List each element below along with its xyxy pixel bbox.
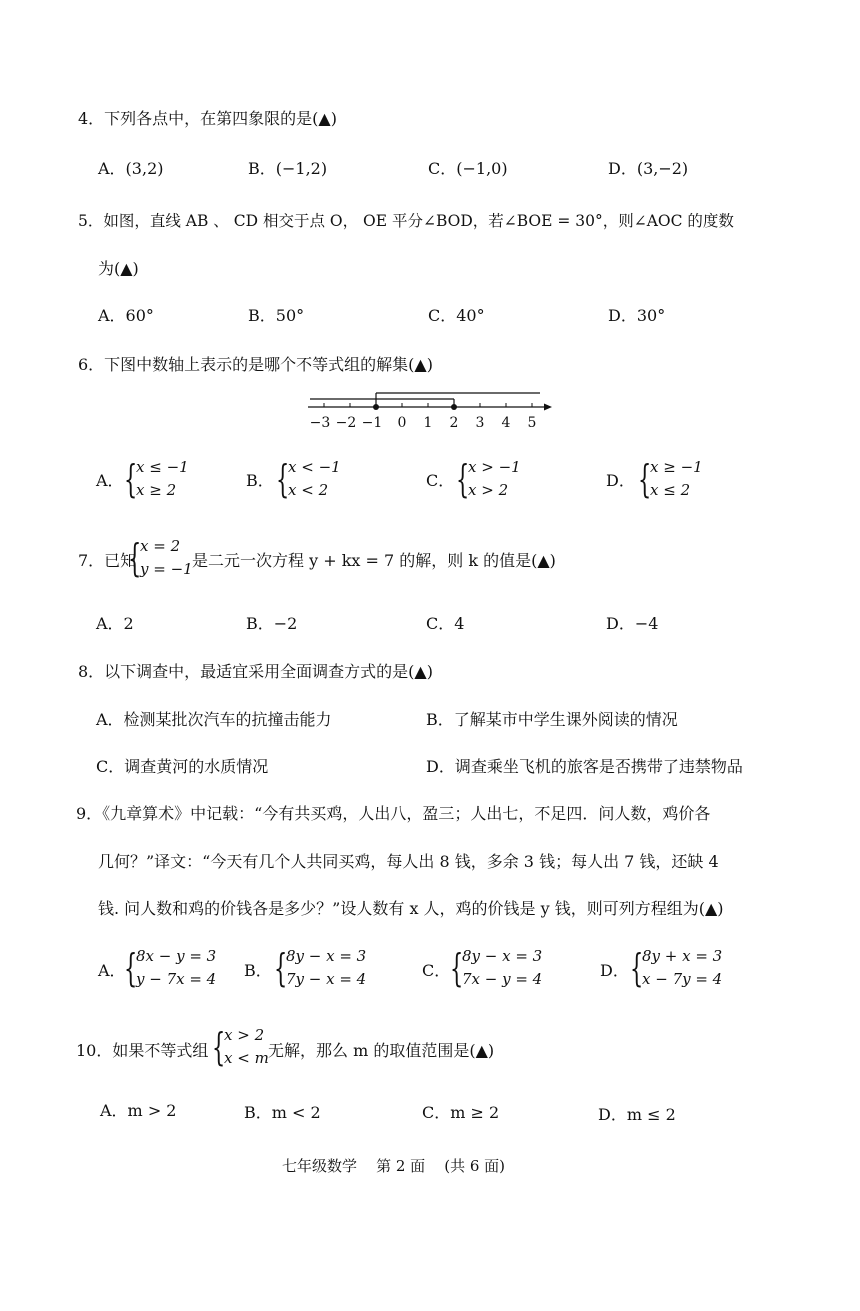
q9-stem-line2: 几何？”译文：“今天有几个人共同买鸡，每人出 8 钱，多余 3 钱；每人出 7 钱，还缺 4: [98, 852, 719, 871]
q8-option-a: A．检测某批次汽车的抗撞击能力: [96, 710, 332, 729]
q7-suffix: 是二元一次方程 y + kx = 7 的解，则 k 的值是(▲): [192, 551, 556, 570]
q6-option-a-letter: A．: [96, 471, 124, 490]
q6-tick-label: 1: [423, 415, 433, 431]
q6-tick-label: 5: [527, 415, 537, 431]
q6-tick-label: −2: [335, 415, 357, 431]
q7-option-d: D．−4: [606, 614, 659, 633]
q10-option-d: D．m ≤ 2: [598, 1105, 676, 1124]
q6-tick-label: −1: [361, 415, 383, 431]
q4-option-c: C．(−1,0): [428, 159, 508, 178]
q8-option-b: B．了解某市中学生课外阅读的情况: [426, 710, 678, 729]
q6-point-minus1: [373, 404, 379, 410]
q8-stem: 8．以下调查中，最适宜采用全面调查方式的是(▲): [78, 662, 433, 681]
q6-point-2: [451, 404, 457, 410]
q6-tick-label: 4: [501, 415, 511, 431]
q7-prefix: 7．已知: [78, 551, 137, 570]
q7-option-c: C．4: [426, 614, 465, 633]
q9-option-b-letter: B．: [244, 961, 272, 980]
q8-option-c: C．调查黄河的水质情况: [96, 757, 269, 776]
q4-option-a: A．(3,2): [98, 159, 164, 178]
q5-option-d: D．30°: [608, 306, 666, 325]
q4-option-d: D．(3,−2): [608, 159, 689, 178]
page-footer: 七年级数学 第 2 面 (共 6 面): [282, 1157, 506, 1175]
q6-tick-label: 3: [475, 415, 485, 431]
q6-tick-label: 0: [397, 415, 407, 431]
q5-option-b: B．50°: [248, 306, 305, 325]
q10-prefix: 10．如果不等式组: [76, 1041, 209, 1060]
q6-tick-label: 2: [449, 415, 459, 431]
exam-page: 4．下列各点中，在第四象限的是(▲) A．(3,2) B．(−1,2) C．(−1,0) D．(3,−2) 5．如图，直线 AB 、 CD 相交于点 O， OE 平分∠BOD，若∠BOE = 30°，则∠AOC 的度数 为(▲) A．60° B．50° C．40° D．30° 6．下图中数轴上表示的是哪个不等式组的解集(▲) −3 −2 −1 0 1 2 3 4 5 A． { x ≤ −1 x ≥ 2 B． { x < −1 x < 2 C． { x > −1 x > 2 D． { x ≥ −1 x ≤ 2 7．已知 { x = 2 y = −1 是二元一次方程 y + kx = 7 的解，则 k 的值是(▲) A．2 B．−2 C．4 D．−4 8．以下调查中，最适宜采用全面调查方式的是(▲) A．检测某批次汽车的抗撞击能力 B．了解某市中学生课外阅读的情况 C．调查黄河的水质情况 D．调查乘坐飞机的旅客是否携带了违禁物品 9．《九章算术》中记载：“今有共买鸡，人出八，盈三；人出七，不足四．问人数，鸡价各 几何？”译文：“今天有几个人共同买鸡，每人出 8 钱，多余 3 钱；每人出 7 钱，还缺 4 钱. 问人数和鸡的价钱各是多少？”设人数有 x 人，鸡的价钱是 y 钱，则可列方程组为(▲) A． { 8x − y = 3 y − 7x = 4 B． { 8y − x = 3 7y − x = 4 C． { 8y − x = 3 7x − y = 4 D． { 8y + x = 3 x − 7y = 4 10．如果不等式组 { x > 2 x < m 无解，那么 m 的取值范围是(▲) A．m > 2 B．m < 2 C．m ≥ 2 D．m ≤ 2 七年级数学 第 2 面 (共 6 面): [76, 109, 743, 1175]
q6-option-d-letter: D．: [606, 471, 635, 490]
q6-number-line: [300, 385, 560, 435]
q10-option-a: A．m > 2: [100, 1101, 177, 1120]
q4-option-b: B．(−1,2): [248, 159, 328, 178]
q6-tick-label: −3: [309, 415, 331, 431]
q9-option-c-letter: C．: [422, 961, 451, 980]
q6-stem: 6．下图中数轴上表示的是哪个不等式组的解集(▲): [78, 355, 433, 374]
q5-stem-line2: 为(▲): [98, 259, 139, 278]
q9-stem-line3: 钱. 问人数和鸡的价钱各是多少？”设人数有 x 人，鸡的价钱是 y 钱，则可列方程组为(▲): [98, 899, 724, 918]
q10-option-c: C．m ≥ 2: [422, 1103, 500, 1122]
q7-option-b: B．−2: [246, 614, 298, 633]
q8-option-d: D．调查乘坐飞机的旅客是否携带了违禁物品: [426, 757, 743, 776]
q5-option-c: C．40°: [428, 306, 485, 325]
q10-option-b: B．m < 2: [244, 1103, 321, 1122]
q5-stem-line1: 5．如图，直线 AB 、 CD 相交于点 O， OE 平分∠BOD，若∠BOE = 30°，则∠AOC 的度数: [78, 212, 734, 230]
q10-suffix: 无解，那么 m 的取值范围是(▲): [268, 1041, 495, 1060]
q6-option-c-letter: C．: [426, 471, 455, 490]
q6-option-b-letter: B．: [246, 471, 274, 490]
q7-option-a: A．2: [96, 614, 134, 633]
q9-option-d-letter: D．: [600, 961, 629, 980]
q9-option-a-letter: A．: [98, 961, 126, 980]
q5-option-a: A．60°: [98, 306, 154, 325]
q4-stem: 4．下列各点中，在第四象限的是(▲): [78, 109, 337, 128]
q9-stem-line1: 9．《九章算术》中记载：“今有共买鸡，人出八，盈三；人出七，不足四．问人数，鸡价各: [76, 804, 711, 823]
